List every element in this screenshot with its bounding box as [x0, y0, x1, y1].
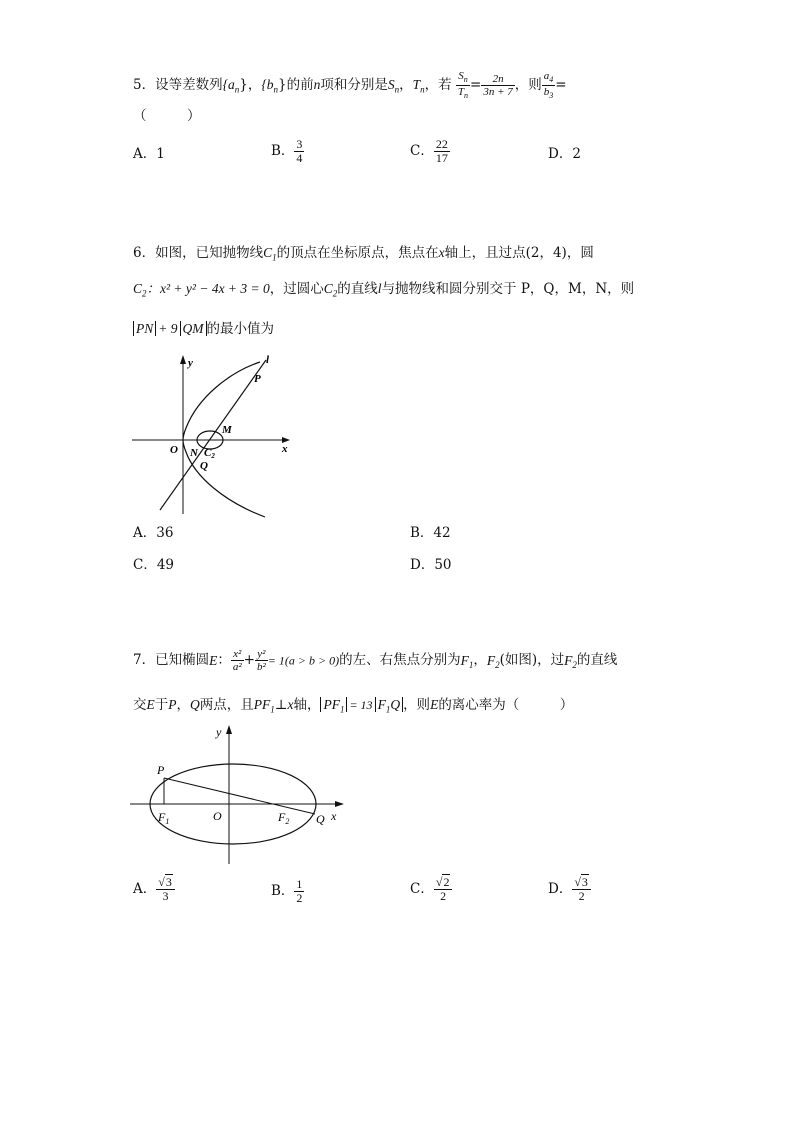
q7-stem-line2: 交E于P，Q两点，且$PF_1\perp x$轴， $PF_1 = 13$ $F_1Q$ ，则E的离心率为（ ）	[133, 697, 574, 715]
q5-option-b[interactable]: B． $\frac{3}{4}$	[271, 137, 303, 166]
q5-frac-ratio: $\frac{2n}{3n + 7}$	[483, 72, 513, 98]
q7-x-arrow	[335, 801, 344, 807]
q7-line-pq	[164, 778, 315, 814]
q5-stem: 5．设等差数列$\{a_n\}$，$\{b_n\}$的前n项和分别是$S_n$，$T_n$，若 $\frac{S_n}{T_n}$ = $\frac{2n}{3n + 7}$ ，则 $\frac{a_4}{b_3}$ =	[133, 70, 567, 101]
q7-stem-line1: 7．已知椭圆E： $\frac{\text{x²}}{\text{a²}}$ + $\frac{\text{y²}}{\text{b²}}$ = 1(a > b > 0)的左、右焦点分别为$F_1$，$F_2$(如图)，过$F_2$的直线	[133, 648, 618, 674]
q5-option-c[interactable]: C． $\frac{22}{17}$	[410, 137, 448, 166]
q6-option-d[interactable]: D．50	[410, 557, 452, 573]
q7-option-c[interactable]: C． $\frac{√2}{2}$	[410, 876, 452, 903]
q6-figure	[130, 352, 295, 520]
q6-stem-line3: PN + 9 QM 的最小值为	[133, 322, 274, 337]
q6-label-l: l	[266, 354, 270, 366]
q7-label-f1: $F_1$	[158, 810, 170, 826]
q7-label-f2: $F_2$	[278, 810, 290, 826]
q6-label-x: x	[282, 443, 288, 455]
q5-option-d[interactable]: D．2	[548, 146, 581, 162]
q6-option-c[interactable]: C．49	[133, 557, 175, 573]
q6-label-o: O	[170, 444, 178, 456]
q7-label-x: x	[331, 809, 337, 823]
q6-label-y: y	[188, 357, 193, 369]
q5-answer-paren: （ ）	[133, 108, 201, 124]
q6-stem-line2: $C_2$：x² + y² − 4x + 3 = 0，过圆心$C_2$的直线l与抛物线和圆分别交于 P，Q，M，N，则	[133, 281, 635, 299]
q7-label-q: Q	[316, 812, 325, 826]
q6-option-a[interactable]: A．36	[133, 525, 174, 541]
q5-frac-S-T: $\frac{S_n}{T_n}$	[457, 70, 469, 101]
q7-y-arrow	[226, 725, 232, 734]
q6-label-c2: C2	[204, 447, 215, 460]
q6-label-n: N	[190, 447, 198, 459]
q7-option-d[interactable]: D． $\frac{√3}{2}$	[548, 876, 591, 903]
q5-frac-a-b: $\frac{a_4}{b_3}$	[543, 70, 554, 101]
q7-figure	[128, 722, 350, 868]
q7-label-o: O	[213, 809, 222, 823]
q7-label-p: P	[157, 763, 165, 777]
q6-label-p: P	[254, 373, 261, 385]
q5-number: 5．	[133, 76, 156, 93]
q7-label-y: y	[216, 725, 222, 739]
q6-option-b[interactable]: B．42	[410, 525, 451, 541]
q6-label-m: M	[222, 424, 232, 436]
q6-label-q: Q	[200, 460, 208, 472]
q7-option-b[interactable]: B． $\frac{1}{2}$	[271, 877, 303, 906]
q7-option-a[interactable]: A． $\frac{√3}{3}$	[133, 876, 175, 903]
q5-option-a[interactable]: A．1	[133, 146, 165, 162]
q6-y-arrow	[180, 355, 186, 364]
q6-stem-line1: 6．如图，已知抛物线$C_1$的顶点在坐标原点，焦点在x轴上，且过点(2，4)，圆	[133, 245, 594, 263]
